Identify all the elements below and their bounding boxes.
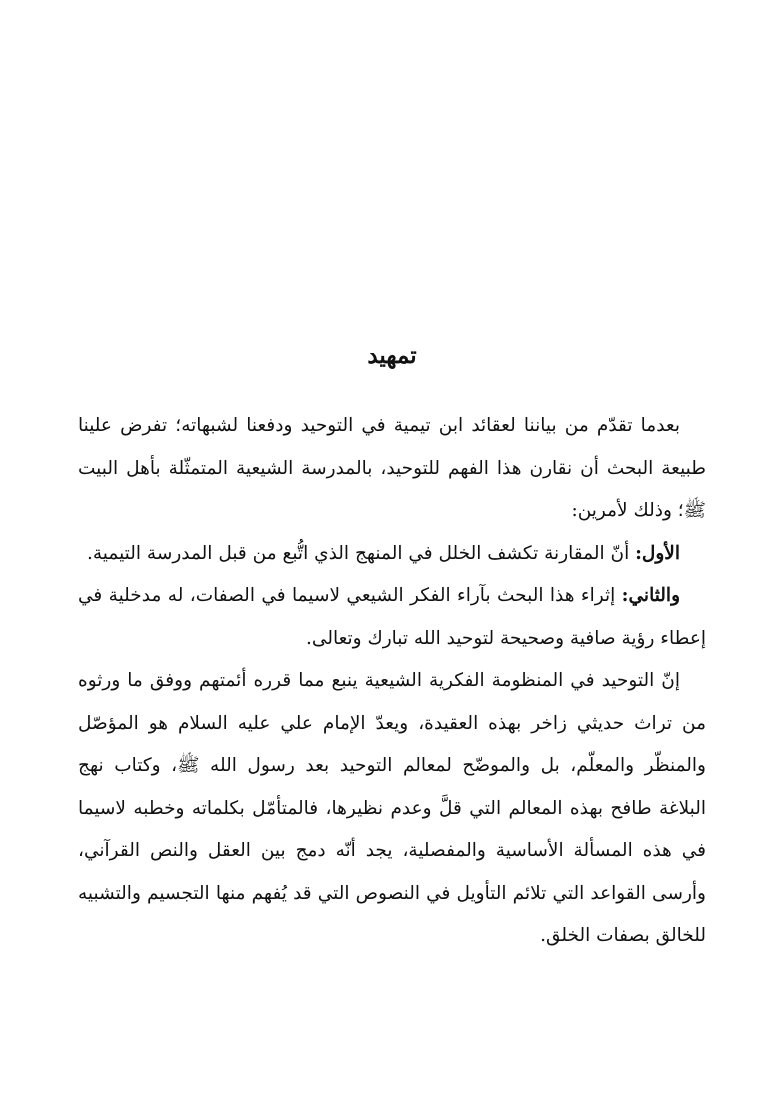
second-reason-label: والثاني: bbox=[621, 585, 680, 606]
second-reason-text: إثراء هذا البحث بآراء الفكر الشيعي لاسيما في الصفات، له مدخلية في إعطاء رؤية صافية وصحيحة لتوحيد الله تبارك وتعالى. bbox=[78, 585, 706, 649]
page-title: تمهيد bbox=[367, 342, 417, 369]
paragraph-intro: بعدما تقدّم من بياننا لعقائد ابن تيمية في التوحيد ودفعنا لشبهاته؛ تفرض علينا طبيعة البحث أن نقارن هذا الفهم للتوحيد، بالمدرسة الشيعية المتمثّلة بأهل البيت ﷺ؛ وذلك لأمرين: bbox=[78, 415, 706, 521]
paragraph-second-reason bbox=[78, 575, 706, 660]
first-reason-label: الأول: bbox=[635, 542, 680, 564]
paragraph-first-reason bbox=[78, 533, 706, 576]
first-reason-text: أنّ المقارنة تكشف الخلل في المنهج الذي اتُّبع من قبل المدرسة التيمية. bbox=[87, 542, 636, 564]
body-text bbox=[78, 405, 706, 958]
paragraph-tawhid: إنّ التوحيد في المنظومة الفكرية الشيعية ينبع مما قرره أئمتهم ووفق ما ورثوه من تراث حديثي زاخر بهذه العقيدة، ويعدّ الإمام علي عليه السلام هو المؤصّل والمنظّر والمعلّم، بل والموضّح لمعالم التوحيد بعد رسول الله ﷺ، وكتاب نهج البلاغة طافح بهذه المعالم التي قلَّ وعدم نظيرها، فالمتأمّل بكلماته وخطبه لاسيما في هذه المسألة الأساسية والمفصلية، يجد أنّه دمج بين العقل والنص القرآني، وأرسى القواعد التي تلائم التأويل في النصوص التي قد يُفهم منها التجسيم والتشبيه للخالق بصفات الخلق. bbox=[78, 670, 706, 946]
